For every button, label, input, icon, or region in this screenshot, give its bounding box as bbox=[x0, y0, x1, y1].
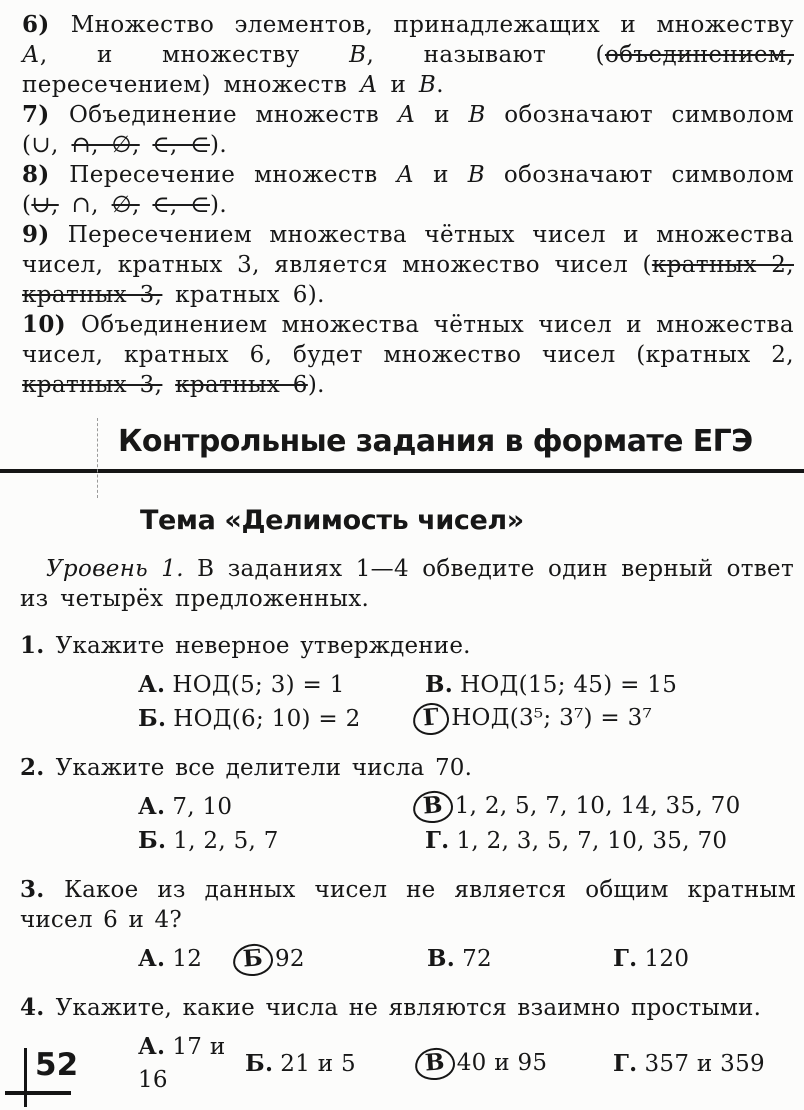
answer-option bbox=[613, 1047, 796, 1081]
answer-option bbox=[138, 942, 245, 976]
struck-text: кратных 2, bbox=[651, 252, 794, 278]
answer-label: Г. bbox=[613, 945, 638, 972]
question-number: 4. bbox=[20, 994, 56, 1021]
struck-text: ∅, bbox=[111, 192, 140, 218]
statement-number: 8) bbox=[22, 161, 70, 188]
answer-label: Г. bbox=[425, 827, 450, 854]
statement-item bbox=[22, 160, 794, 220]
struck-text: ∪, bbox=[31, 192, 59, 218]
answer-value: 92 bbox=[274, 945, 305, 972]
statement-text: ). bbox=[307, 372, 325, 398]
statement-text: , и множеству bbox=[39, 42, 350, 68]
statement-text bbox=[140, 132, 153, 158]
answer-value: 1, 2, 5, 7 bbox=[173, 828, 279, 854]
statement-number: 10) bbox=[22, 311, 82, 338]
statement-text: и bbox=[415, 102, 469, 128]
answer-option bbox=[138, 824, 425, 858]
statement-text: ∩, bbox=[58, 192, 112, 218]
answer-option bbox=[421, 702, 796, 736]
section-title: Контрольные задания в формате ЕГЭ bbox=[118, 424, 753, 459]
struck-text: кратных 3, bbox=[22, 372, 163, 398]
answer-option bbox=[425, 668, 796, 702]
statement-number: 6) bbox=[22, 11, 71, 38]
header-rule bbox=[0, 469, 804, 473]
answer-option bbox=[423, 1047, 613, 1080]
statement-text: В bbox=[349, 42, 367, 68]
answer-option bbox=[138, 668, 425, 702]
answer-value: 120 bbox=[644, 946, 690, 972]
statement-text bbox=[140, 192, 153, 218]
answer-label: Б. bbox=[245, 1049, 274, 1077]
answer-value: 21 и 5 bbox=[280, 1050, 356, 1077]
answer-label: Б. bbox=[138, 705, 167, 732]
question-title bbox=[20, 875, 796, 935]
statement-text: и bbox=[377, 72, 419, 98]
statement-item bbox=[22, 310, 794, 400]
answer-option bbox=[427, 942, 613, 976]
question-text: Укажите неверное утверждение. bbox=[55, 633, 471, 659]
answer-value: НОД(5; 3) = 1 bbox=[172, 672, 345, 698]
answer-value: НОД(6; 10) = 2 bbox=[173, 706, 361, 732]
page-number: 52 bbox=[35, 1047, 79, 1083]
struck-text: ∈, ⊂ bbox=[152, 132, 210, 158]
statement-item bbox=[22, 10, 794, 100]
question-number: 3. bbox=[20, 876, 65, 903]
struck-text: объединением, bbox=[604, 42, 794, 68]
circled-answer-label: Б bbox=[232, 942, 274, 977]
statement-text: , называют ( bbox=[366, 42, 605, 68]
question bbox=[20, 753, 796, 858]
answer-option bbox=[613, 942, 796, 976]
answer-label: А. bbox=[138, 671, 166, 698]
answer-value: НОД(3⁵; 3⁷) = 3⁷ bbox=[451, 705, 653, 731]
question bbox=[20, 875, 796, 976]
answer-label: Б. bbox=[138, 827, 167, 854]
answer-option bbox=[425, 824, 796, 858]
question-title bbox=[20, 993, 796, 1023]
question-title bbox=[20, 753, 796, 783]
answer-value: 40 и 95 bbox=[456, 1050, 548, 1076]
question-number: 1. bbox=[20, 632, 56, 659]
statement-text: В bbox=[467, 162, 486, 188]
answer-options bbox=[138, 942, 796, 976]
answer-value: 17 и 16 bbox=[138, 1034, 226, 1093]
intro-paragraph bbox=[20, 554, 794, 614]
statement-text: Множество элементов, принадлежащих и множеству bbox=[70, 12, 794, 38]
statement-text: Пересечение множеств bbox=[69, 162, 397, 188]
page-number-rule bbox=[5, 1091, 71, 1095]
answer-label: В. bbox=[425, 671, 454, 698]
question-title bbox=[20, 631, 796, 661]
struck-text: ∈, ⊂ bbox=[152, 192, 210, 218]
statement-text: В bbox=[418, 72, 437, 98]
intro-body: В заданиях 1—4 обведите один верный ответ из четырёх предложенных. bbox=[20, 556, 794, 612]
answer-value: 7, 10 bbox=[172, 794, 233, 820]
page-number-tick bbox=[24, 1048, 27, 1107]
answer-options bbox=[138, 1030, 796, 1097]
struck-text: кратных 3, bbox=[22, 282, 163, 308]
answer-label: А. bbox=[138, 793, 166, 820]
answer-options bbox=[138, 668, 796, 736]
answer-label: А. bbox=[138, 945, 166, 972]
statement-text: . bbox=[436, 72, 444, 98]
statement-text: ). bbox=[209, 132, 228, 158]
statement-text: А bbox=[397, 102, 416, 128]
struck-text: ∩, ∅, bbox=[71, 132, 140, 158]
statement-text: ). bbox=[209, 192, 228, 218]
answer-value: 1, 2, 3, 5, 7, 10, 35, 70 bbox=[456, 828, 728, 854]
circled-answer-label: В bbox=[414, 1047, 456, 1082]
answer-value: НОД(15; 45) = 15 bbox=[460, 672, 678, 698]
statement-text: пересечением) множеств bbox=[22, 72, 360, 98]
statement-text: Объединение множеств bbox=[68, 102, 398, 128]
statement-text: А bbox=[396, 162, 415, 188]
answer-option bbox=[241, 943, 427, 976]
answer-option bbox=[138, 1030, 245, 1097]
question-text: Укажите все делители числа 70. bbox=[55, 755, 473, 781]
statement-text: Пересечением множества чётных чисел и множества чисел, кратных 3, является множество чисел ( bbox=[22, 222, 794, 278]
statement-text: А bbox=[22, 42, 40, 68]
statement-text: Объединением множества чётных чисел и множества чисел, кратных 6, будет множество чисел (кратных 2, bbox=[22, 312, 794, 368]
struck-text: кратных 6 bbox=[175, 372, 308, 398]
answer-value: 72 bbox=[462, 946, 492, 972]
answer-option bbox=[421, 790, 796, 824]
circled-answer-label: Г bbox=[412, 702, 450, 736]
answer-value: 1, 2, 5, 7, 10, 14, 35, 70 bbox=[454, 793, 741, 819]
statement-number: 7) bbox=[22, 101, 69, 128]
answer-option bbox=[138, 790, 425, 824]
statement-item bbox=[22, 220, 794, 310]
intro-lead: Уровень 1. bbox=[46, 556, 184, 582]
statements-list bbox=[0, 0, 804, 400]
section-header bbox=[0, 424, 804, 473]
statement-text: обозначают символом (∪, bbox=[22, 102, 794, 158]
statement-text: А bbox=[359, 72, 378, 98]
answer-options bbox=[138, 790, 796, 858]
answer-label: А. bbox=[138, 1033, 166, 1060]
circled-answer-label: В bbox=[412, 790, 454, 825]
answer-label: Г. bbox=[613, 1049, 638, 1077]
answer-option bbox=[245, 1047, 427, 1081]
answer-value: 357 и 359 bbox=[644, 1050, 765, 1077]
statement-text: и bbox=[414, 162, 468, 188]
answer-option bbox=[138, 702, 425, 736]
statement-text: кратных 6). bbox=[162, 282, 325, 308]
theme-title: Тема «Делимость чисел» bbox=[140, 505, 524, 536]
questions-list bbox=[20, 631, 796, 1097]
fold-mark bbox=[97, 418, 98, 498]
answer-value: 12 bbox=[172, 946, 203, 972]
statement-text: В bbox=[468, 102, 486, 128]
question-text: Укажите, какие числа не являются взаимно простыми. bbox=[55, 995, 762, 1021]
statement-text bbox=[162, 372, 175, 398]
statement-text: обозначают символом ( bbox=[22, 162, 794, 218]
statement-item bbox=[22, 100, 794, 160]
question bbox=[20, 631, 796, 736]
question-number: 2. bbox=[20, 754, 56, 781]
question-text: Какое из данных чисел не является общим кратным чисел 6 и 4? bbox=[20, 877, 796, 933]
question bbox=[20, 993, 796, 1097]
page-number-block bbox=[0, 1046, 130, 1110]
answer-label: В. bbox=[427, 945, 456, 972]
statement-number: 9) bbox=[22, 221, 68, 248]
